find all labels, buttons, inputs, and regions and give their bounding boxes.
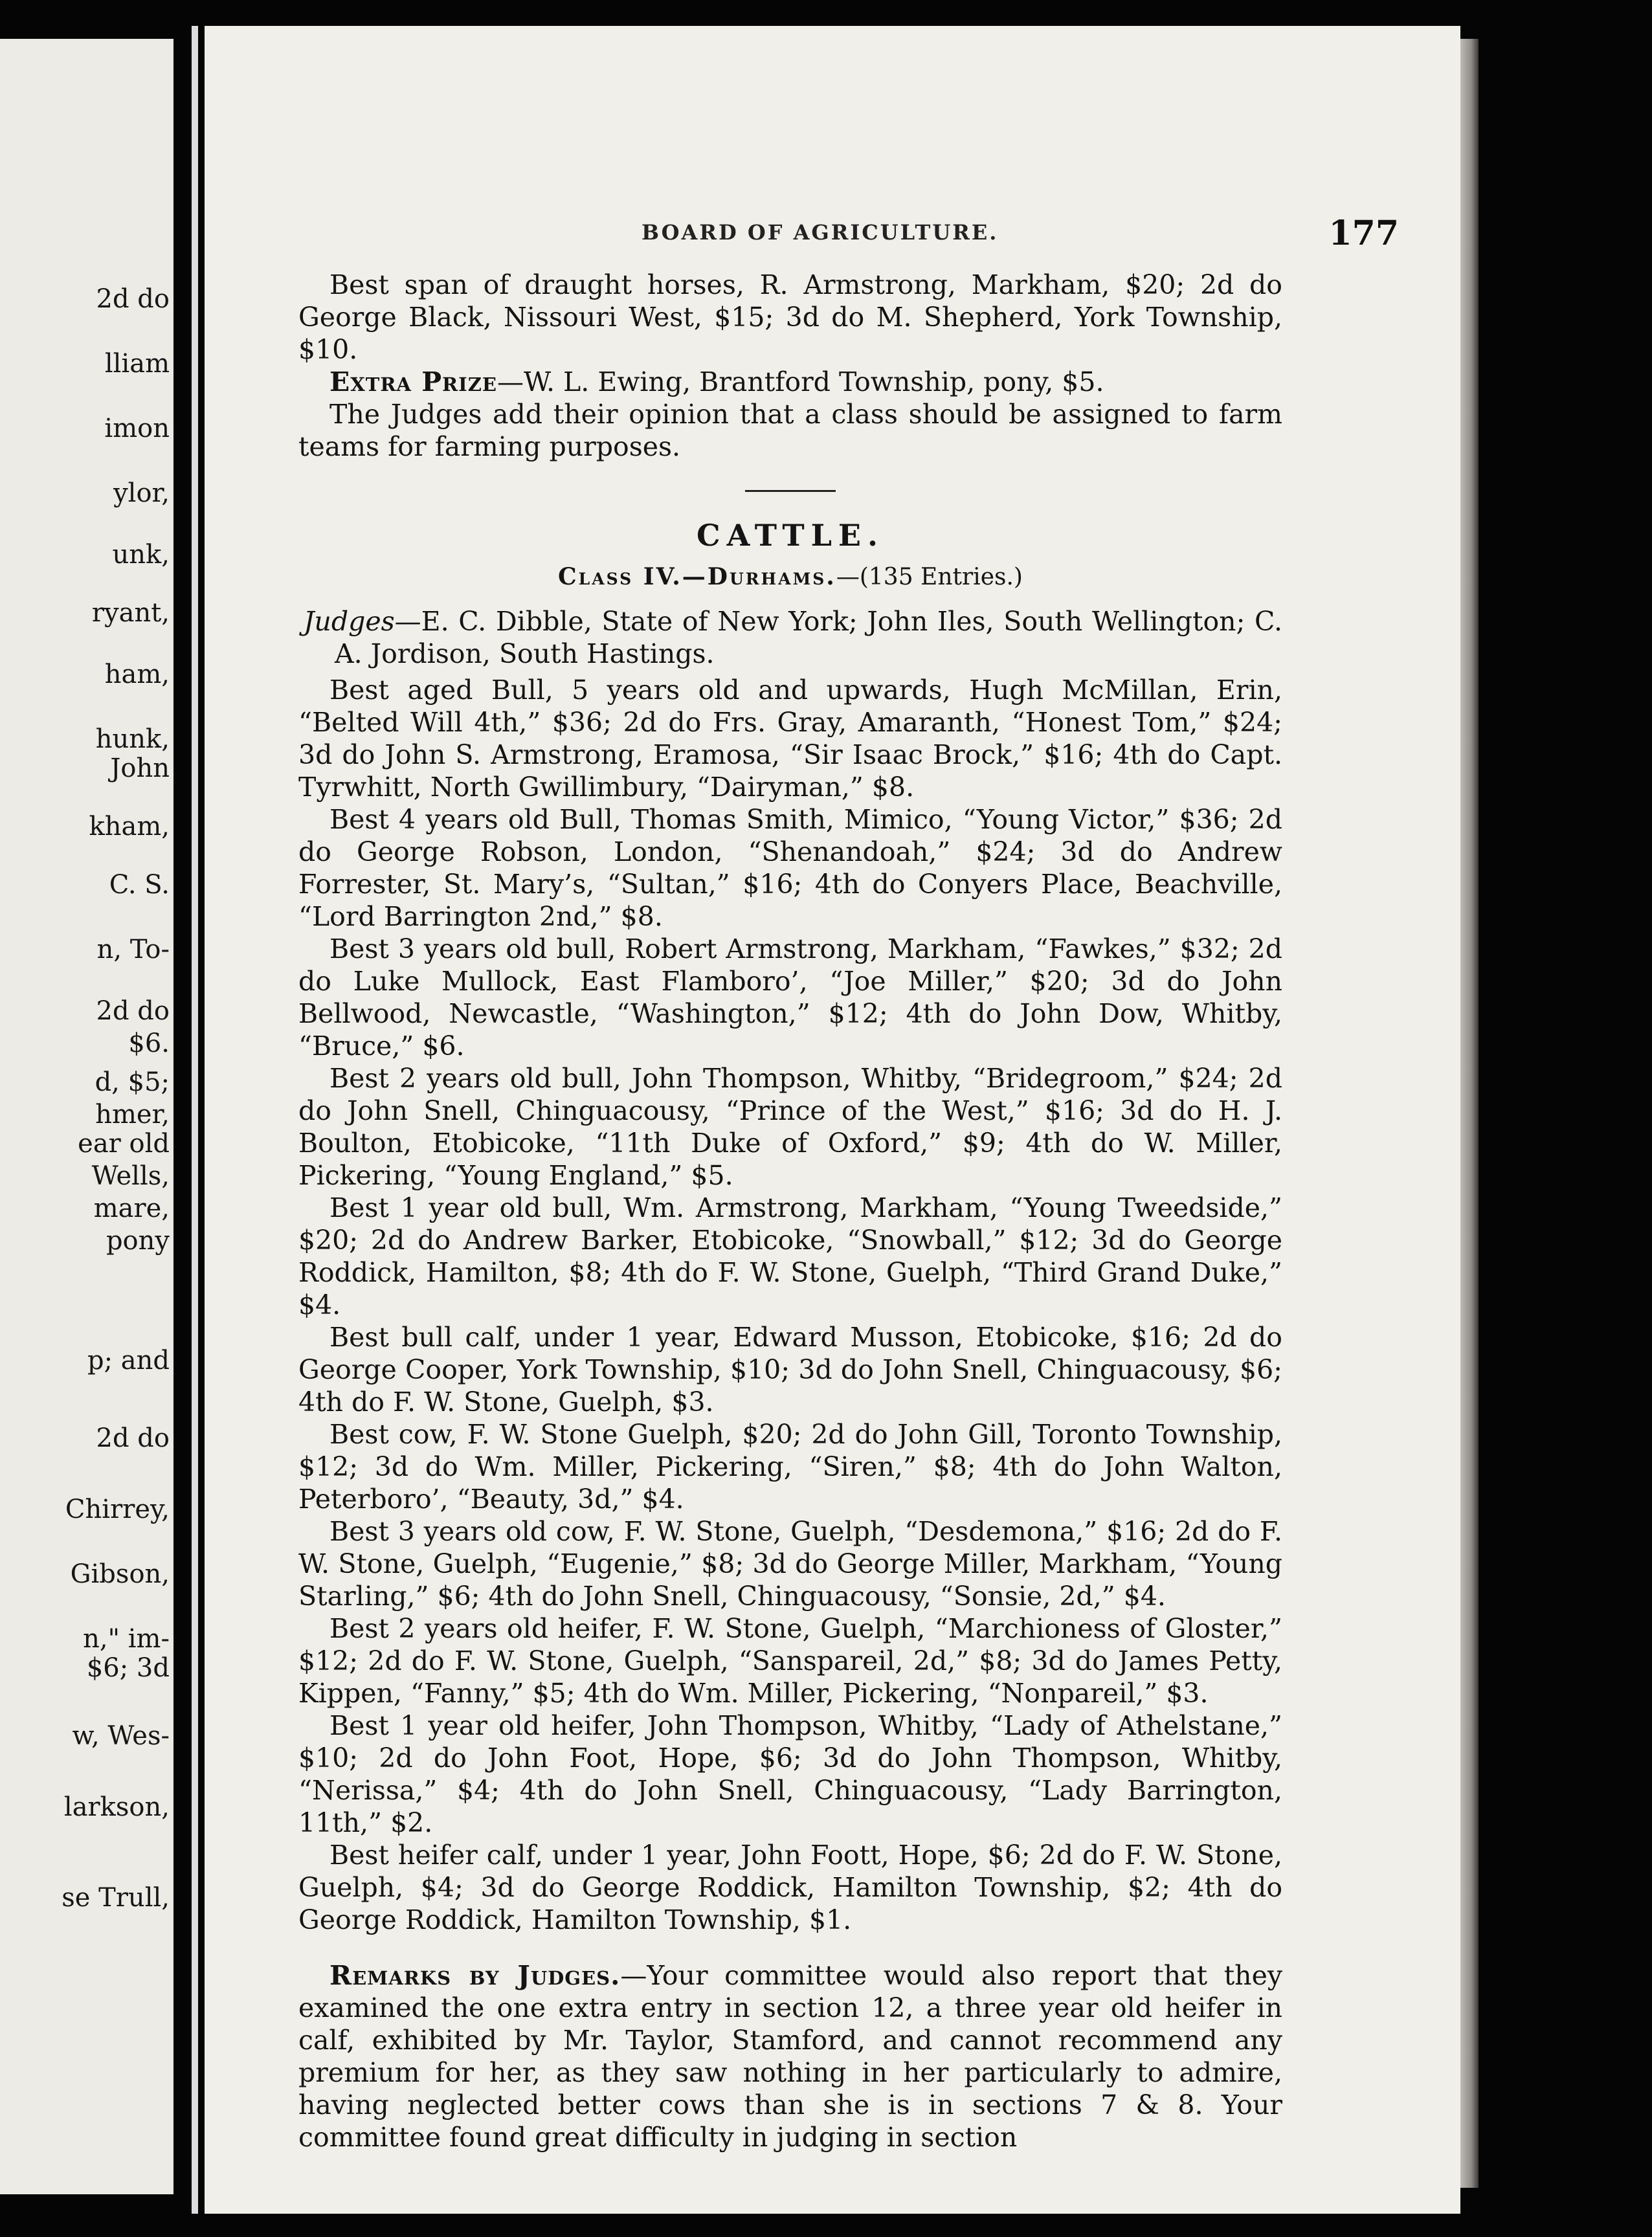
entry-paragraph: Best 4 years old Bull, Thomas Smith, Mimico, “Young Victor,” $36; 2d do George Robson, London, “Shenandoah,” $24; 3d do Andrew Forrester, St. Mary’s, “Sultan,” $16; 4th do Conyers Place, Beachville, “Lord Barrington 2nd,” $8. xyxy=(298,804,1282,932)
entry-paragraph: Best 1 year old bull, Wm. Armstrong, Markham, “Young Tweedside,” $20; 2d do Andrew Barker, Etobicoke, “Snowball,” $12; 3d do George Roddick, Hamilton, $8; 4th do F. W. Stone, Guelph, “Third Grand Duke,” $4. xyxy=(298,1192,1282,1320)
facing-page-fragment: $6; 3d xyxy=(86,1653,170,1683)
class-entries: —(135 Entries.) xyxy=(836,564,1023,590)
facing-page-fragment: n," im- xyxy=(83,1624,170,1654)
book-page xyxy=(205,26,1460,2214)
section-rule xyxy=(745,490,836,492)
facing-page-fragment: p; and xyxy=(87,1346,170,1375)
facing-page-fragment: imon xyxy=(104,414,170,443)
entry-paragraph: Best 2 years old bull, John Thompson, Whitby, “Bridegroom,” $24; 2d do John Snell, Chinguacousy, “Prince of the West,” $16; 3d do H. J. Boulton, Etobicoke, “11th Duke of Oxford,” $9; 4th do W. Miller, Pickering, “Young England,” $5. xyxy=(298,1063,1282,1191)
entry-paragraph: Best heifer calf, under 1 year, John Foott, Hope, $6; 2d do F. W. Stone, Guelph, $4; 3d do George Roddick, Hamilton Township, $2; 4th do George Roddick, Hamilton Township, $1. xyxy=(298,1840,1282,1935)
facing-page-strip xyxy=(0,39,173,2194)
class-heading xyxy=(298,561,1282,594)
judges-opinion-paragraph: The Judges add their opinion that a class should be assigned to farm teams for farming purposes. xyxy=(298,399,1282,462)
facing-page-fragment: n, To- xyxy=(96,935,170,964)
page-body xyxy=(298,269,1282,2154)
facing-page-fragment: pony xyxy=(106,1226,170,1256)
facing-page-fragment: ham, xyxy=(104,660,170,689)
judges-paragraph xyxy=(298,605,1282,670)
gutter-divider xyxy=(192,26,198,2214)
entry-paragraph: Best bull calf, under 1 year, Edward Musson, Etobicoke, $16; 2d do George Cooper, York Township, $10; 3d do John Snell, Chinguacousy, $6; 4th do F. W. Stone, Guelph, $3. xyxy=(298,1322,1282,1418)
facing-page-fragment: mare, xyxy=(93,1194,170,1223)
facing-page-fragment: 2d do xyxy=(96,1423,170,1453)
entries-list xyxy=(298,674,1282,1936)
running-head xyxy=(298,214,1399,252)
facing-page-fragment: Gibson, xyxy=(70,1559,170,1589)
extra-prize-paragraph xyxy=(298,366,1282,398)
facing-page-fragment: Chirrey, xyxy=(65,1495,170,1524)
facing-page-fragment: hmer, xyxy=(95,1100,170,1130)
entry-paragraph: Best 3 years old bull, Robert Armstrong, Markham, “Fawkes,” $32; 2d do Luke Mullock, East Flamboro’, “Joe Miller,” $20; 3d do John Bellwood, Newcastle, “Washington,” $12; 4th do John Dow, Whitby, “Bruce,” $6. xyxy=(298,933,1282,1062)
facing-page-fragment: C. S. xyxy=(109,870,170,900)
entry-paragraph: Best cow, F. W. Stone Guelph, $20; 2d do John Gill, Toronto Township, $12; 3d do Wm. Miller, Pickering, “Siren,” $8; 4th do John Walton, Peterboro’, “Beauty, 3d,” $4. xyxy=(298,1419,1282,1515)
facing-page-fragment: 2d do xyxy=(96,284,170,314)
intro-paragraph-draught-horses: Best span of draught horses, R. Armstrong, Markham, $20; 2d do George Black, Nissouri West, $15; 3d do M. Shepherd, York Township, $10. xyxy=(298,269,1282,365)
entry-paragraph: Best 2 years old heifer, F. W. Stone, Guelph, “Marchioness of Gloster,” $12; 2d do F. W. Stone, Guelph, “Sanspareil, 2d,” $8; 3d do James Petty, Kippen, “Fanny,” $5; 4th do Wm. Miller, Pickering, “Nonpareil,” $3. xyxy=(298,1613,1282,1709)
entry-paragraph: Best 3 years old cow, F. W. Stone, Guelph, “Desdemona,” $16; 2d do F. W. Stone, Guelph, “Eugenie,” $8; 3d do George Miller, Markham, “Young Starling,” $6; 4th do John Snell, Chinguacousy, “Sonsie, 2d,” $4. xyxy=(298,1516,1282,1612)
judges-label: Judges xyxy=(304,606,395,637)
facing-page-fragment: Wells, xyxy=(91,1161,170,1191)
entry-paragraph: Best aged Bull, 5 years old and upwards, Hugh McMillan, Erin, “Belted Will 4th,” $36; 2d do Frs. Gray, Amaranth, “Honest Tom,” $24; 3d do John S. Armstrong, Eramosa, “Sir Isaac Brock,” $16; 4th do Capt. Tyrwhitt, North Gwillimbury, “Dairyman,” $8. xyxy=(298,674,1282,803)
facing-page-fragment: d, $5; xyxy=(95,1067,170,1097)
facing-page-fragment: ear old xyxy=(78,1129,170,1159)
facing-page-fragment: ryant, xyxy=(91,598,170,628)
facing-page-fragment: lliam xyxy=(104,349,170,379)
extra-prize-label: Extra Prize xyxy=(329,366,497,397)
entry-paragraph: Best 1 year old heifer, John Thompson, Whitby, “Lady of Athelstane,” $10; 2d do John Foot, Hope, $6; 3d do John Thompson, Whitby, “Nerissa,” $4; 4th do John Snell, Chinguacousy, “Lady Barrington, 11th,” $2. xyxy=(298,1710,1282,1838)
facing-page-fragment: ylor, xyxy=(113,478,170,508)
facing-page-fragment: kham, xyxy=(89,812,170,841)
page-number: 177 xyxy=(1328,214,1399,253)
remarks-text: —Your committee would also report that they examined the one extra entry in section 12, a three year old heifer in calf, exhibited by Mr. Taylor, Stamford, and cannot recommend any premium for her, as they saw nothing in her particularly to admire, having neglected better cows than she is in sections 7 & 8. Your committee found great difficulty in judging in section xyxy=(298,1960,1283,2153)
facing-page-fragment: hunk, xyxy=(95,724,170,754)
facing-page-fragment: 2d do xyxy=(96,996,170,1026)
page-edge xyxy=(1460,39,1479,2188)
class-label: Class IV.—Durhams. xyxy=(558,563,836,590)
remarks-label: Remarks by Judges. xyxy=(329,1960,621,1991)
facing-page-fragment: larkson, xyxy=(63,1792,170,1822)
remarks-paragraph xyxy=(298,1959,1282,2154)
extra-prize-text: —W. L. Ewing, Brantford Township, pony, $5. xyxy=(497,366,1104,397)
facing-page-fragment: John xyxy=(110,753,170,783)
facing-page-fragment: $6. xyxy=(128,1029,170,1058)
judges-text: —E. C. Dibble, State of New York; John Iles, South Wellington; C. A. Jordison, South Hastings. xyxy=(335,606,1282,669)
running-title: BOARD OF AGRICULTURE. xyxy=(642,220,999,245)
section-title: CATTLE. xyxy=(696,518,885,553)
facing-page-fragment: w, Wes- xyxy=(72,1721,170,1751)
facing-page-fragment: unk, xyxy=(112,540,170,570)
facing-page-fragment: se Trull, xyxy=(61,1883,170,1913)
